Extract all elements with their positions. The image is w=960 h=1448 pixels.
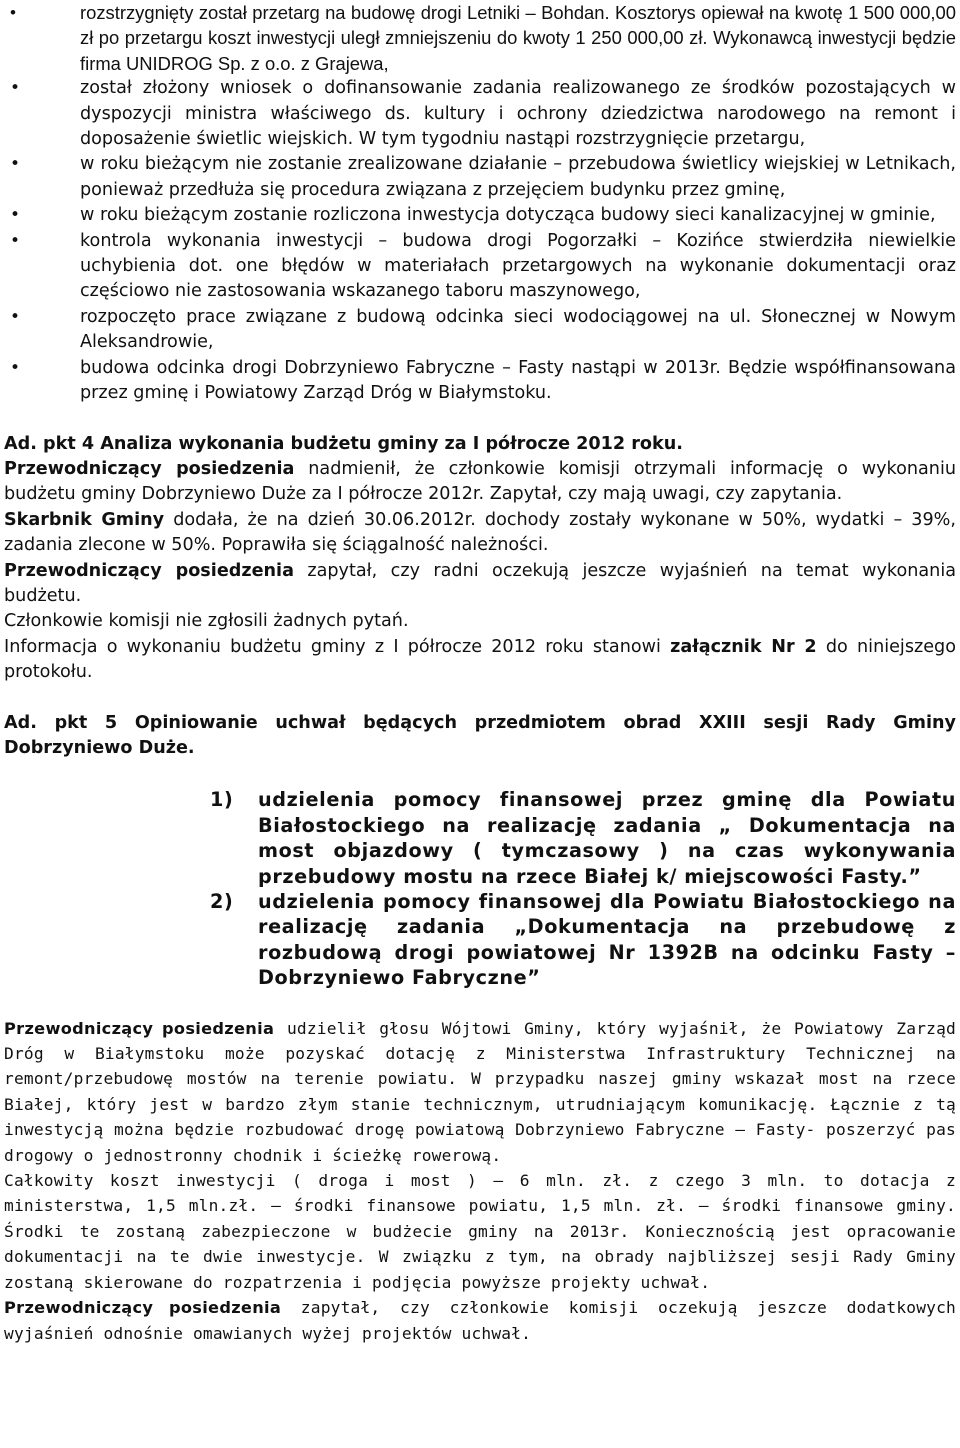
speaker-label: Przewodniczący posiedzenia (4, 458, 295, 479)
list-item: • w roku bieżącym zostanie rozliczona inwestycja dotycząca budowy sieci kanalizacyjnej w gminie, (80, 203, 956, 228)
speaker-label: Skarbnik Gminy (4, 509, 165, 530)
item-number: 2) (210, 890, 234, 913)
paragraph (4, 508, 956, 559)
paragraph (4, 1016, 956, 1168)
paragraph-text: zapytał, czy członkowie komisji oczekują jeszcze dodatkowych wyjaśnień odnośnie omawianych wyżej projektów uchwał. (4, 1298, 956, 1343)
resolution-list (4, 787, 956, 990)
paragraph-text: Informacja o wykonaniu budżetu gminy z I półrocze 2012 roku stanowi (4, 636, 671, 657)
speaker-label: Przewodniczący posiedzenia (4, 1298, 282, 1318)
paragraph (4, 1295, 956, 1346)
list-item: • został złożony wniosek o dofinansowanie zadania realizowanego ze środków pozostających w dyspozycji ministra właściwego ds. kultury i ochrony dziedzictwa narodowego na remont i doposażenie świetlic wiejskich. W tym tygodniu nastąpi rozstrzygnięcie przetargu, (80, 76, 956, 152)
paragraph (4, 635, 956, 686)
list-item: • kontrola wykonania inwestycji – budowa drogi Pogorzałki – Kozińce stwierdziła niewielkie uchybienia dot. one błędów w materiałach przetargowych na wykonanie dokumentacji oraz częściowo nie zastosowania wskazanego taboru maszynowego, (80, 229, 956, 305)
paragraph-text: do niniejszego protokołu. (4, 636, 956, 683)
discussion-block (4, 1016, 956, 1346)
paragraph (4, 559, 956, 610)
paragraph-text: zapytał, czy radni oczekują jeszcze wyjaśnień na temat wykonania budżetu. (4, 560, 956, 606)
list-item: • rozstrzygnięty został przetarg na budowę drogi Letniki – Bohdan. Kosztorys opiewał na kwotę 1 500 000,00 zł po przetargu koszt inwestycji uległ zmniejszeniu do kwoty 1 250 000,00 zł. Wykonawcą inwestycji będzie firma UNIDROG Sp. z o.o. z Grajewa, (80, 0, 956, 76)
paragraph-text: udzielił głosu Wójtowi Gminy, który wyjaśnił, że Powiatowy Zarząd Dróg w Białymstoku może pozyskać dotację z Ministerstwa Infrastruktury Technicznej na remont/przebudowę mostów na terenie powiatu. W przypadku naszej gminy wskazał most na rzece Białej, który jest w bardzo złym stanie technicznym, utrudniającym komunikację. Łącznie z tą inwestycją można będzie rozbudować drogę powiatową Dobrzyniewo Fabryczne – Fasty- poszerzyć pas drogowy o jednostronny chodnik i ścieżkę rowerową. (4, 1018, 956, 1165)
resolution-item (210, 889, 956, 991)
item-text: udzielenia pomocy finansowej przez gminę dla Powiatu Białostockiego na realizację zadania „ Dokumentacja na most objazdowy ( tymczasowy ) na czas wykonywania przebudowy mostu na rzece Białej k/ miejscowości Fasty.” (258, 788, 956, 888)
section-heading-pkt4: Ad. pkt 4 Analiza wykonania budżetu gminy za I półrocze 2012 roku. (4, 433, 683, 454)
section-heading-pkt5: Ad. pkt 5 Opiniowanie uchwał będących przedmiotem obrad XXIII sesji Rady Gminy Dobrzyniewo Duże. (4, 712, 956, 758)
speaker-label: Przewodniczący posiedzenia (4, 1018, 275, 1038)
resolution-item (210, 787, 956, 889)
paragraph: Członkowie komisji nie zgłosili żadnych pytań. (4, 611, 409, 632)
list-item: • rozpoczęto prace związane z budową odcinka sieci wodociągowej na ul. Słonecznej w Nowym Aleksandrowie, (80, 305, 956, 356)
paragraph-text: dodała, że na dzień 30.06.2012r. dochody zostały wykonane w 50%, wydatki – 39%, zadania zlecone w 50%. Poprawiła się ściągalność należności. (4, 509, 956, 556)
attachment-label: załącznik Nr 2 (670, 636, 817, 657)
document-page (4, 0, 956, 1346)
item-number: 1) (210, 788, 234, 812)
paragraph-text: nadmienił, że członkowie komisji otrzymali informację o wykonaniu budżetu gminy Dobrzyniewo Duże za I półrocze 2012r. Zapytał, czy mają uwagi, czy zapytania. (4, 458, 956, 505)
list-item: • w roku bieżącym nie zostanie zrealizowane działanie – przebudowa świetlicy wiejskiej w Letnikach, ponieważ przedłuża się procedura związana z przejęciem budynku przez gminę, (80, 152, 956, 203)
speaker-label: Przewodniczący posiedzenia (4, 560, 294, 581)
bullet-list (4, 0, 956, 407)
paragraph (4, 457, 956, 508)
item-text: udzielenia pomocy finansowej dla Powiatu Białostockiego na realizację zadania „Dokumentacja na przebudowę z rozbudową drogi powiatowej Nr 1392B na odcinku Fasty – Dobrzyniewo Fabryczne” (258, 890, 956, 990)
paragraph: Całkowity koszt inwestycji ( droga i most ) – 6 mln. zł. z czego 3 mln. to dotacja z ministerstwa, 1,5 mln.zł. – środki finansowe powiatu, 1,5 mln. zł. – środki finansowe gminy. Środki te zostaną zabezpieczone w budżecie gminy na 2013r. Koniecznością jest opracowanie dokumentacji na te dwie inwestycje. W związku z tym, na obrady najbliższej sesji Rady Gminy zostaną skierowane do rozpatrzenia i podjęcia powyższe projekty uchwał. (4, 1171, 956, 1292)
list-item: • budowa odcinka drogi Dobrzyniewo Fabryczne – Fasty nastąpi w 2013r. Będzie współfinansowana przez gminę i Powiatowy Zarząd Dróg w Białymstoku. (80, 356, 956, 407)
